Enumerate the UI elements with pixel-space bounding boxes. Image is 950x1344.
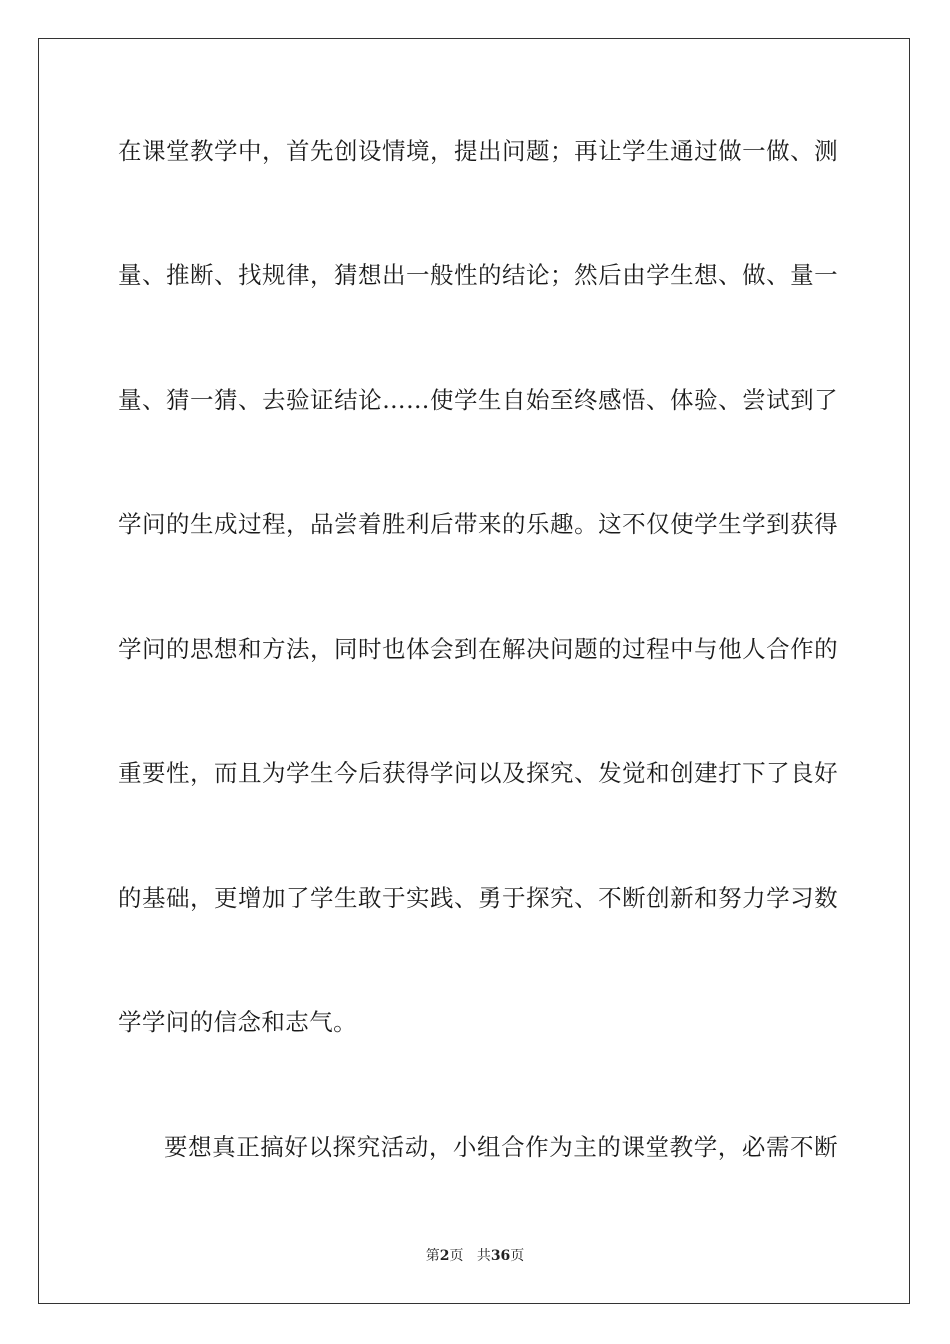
page-number: 2 — [439, 1248, 450, 1264]
paragraph-line-5: 学问的思想和方法，同时也体会到在解决问题的过程中与他人合作的 — [118, 635, 838, 663]
page-prefix: 第 — [425, 1248, 440, 1264]
paragraph-line-2: 量、推断、找规律，猜想出一般性的结论；然后由学生想、做、量一 — [118, 261, 838, 289]
paragraph-line-8: 学学问的信念和志气。 — [118, 1008, 357, 1036]
paragraph-line-1: 在课堂教学中，首先创设情境，提出问题；再让学生通过做一做、测 — [118, 137, 838, 165]
paragraph-line-3: 量、猜一猜、去验证结论……使学生自始至终感悟、体验、尝试到了 — [118, 386, 838, 414]
total-prefix: 共 — [476, 1248, 491, 1264]
page-suffix: 页 — [449, 1248, 464, 1264]
paragraph-line-4: 学问的生成过程，品尝着胜利后带来的乐趣。这不仅使学生学到获得 — [118, 510, 838, 538]
total-suffix: 页 — [510, 1248, 525, 1264]
total-pages: 36 — [490, 1248, 511, 1264]
page-border — [38, 38, 910, 1304]
paragraph-line-7: 的基础，更增加了学生敢于实践、勇于探究、不断创新和努力学习数 — [118, 884, 838, 912]
paragraph-line-6: 重要性，而且为学生今后获得学问以及探究、发觉和创建打下了良好 — [118, 759, 838, 787]
paragraph-line-9: 要想真正搞好以探究活动，小组合作为主的课堂教学，必需不断 — [164, 1133, 838, 1161]
page-footer — [0, 1246, 950, 1266]
